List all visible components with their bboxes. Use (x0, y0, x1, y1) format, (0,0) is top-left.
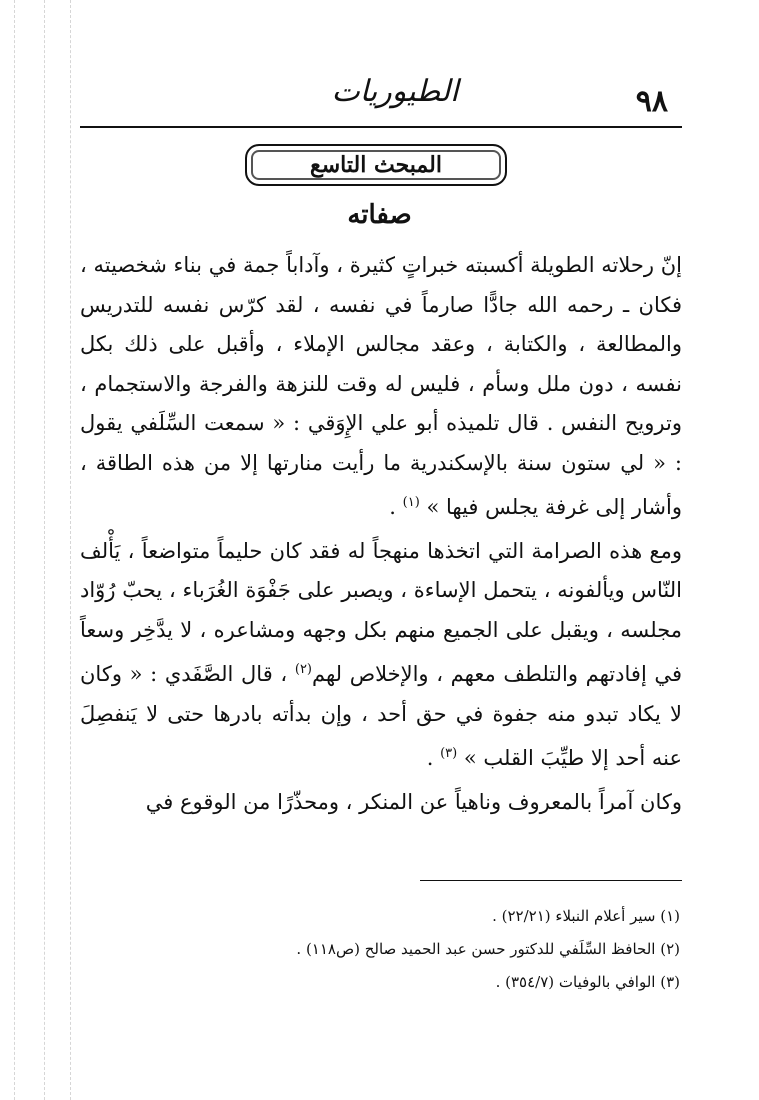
scan-guide-line (14, 0, 15, 1100)
paragraph-text: ، قال الصَّفَدي : « وكان لا يكاد تبدو منه جفوة في حق أحد ، وإن بدأته بادرها حتى لا يَنفصِلَ عنه أحد إلا طيِّبَ القلب » (80, 662, 682, 770)
paragraph-text: إنّ رحلاته الطويلة أكسبته خبراتٍ كثيرة ، وآداباً جمة في بناء شخصيته ، فكان ـ رحمه الله جادًّا صارماً في نفسه ، لقد كرّس نفسه للتدريس والمطالعة ، والكتابة ، وعقد مجالس الإملاء ، وأقبل على ذلك بكل نفسه ، دون ملل وسأم ، فليس له وقت للنزهة والفرجة والاستجمام ، وترويح النفس . قال تلميذه أبو علي الإِوَقي : « سمعت السِّلَفي يقول : « لي ستون سنة بالإسكندرية ما رأيت منارتها إلا من هذه الطاقة ، وأشار إلى غرفة يجلس فيها » (80, 253, 682, 519)
section-title: المبحث التاسع (310, 152, 442, 178)
footnote-ref: (٢) (294, 662, 312, 677)
paragraph (80, 783, 682, 823)
footnotes (80, 900, 680, 999)
section-subtitle: صفاته (347, 200, 412, 230)
footnote: (٢) الحافظ السِّلَفي للدكتور حسن عبد الحميد صالح (ص١١٨) . (296, 940, 680, 958)
scan-guide-line (70, 0, 71, 1100)
footnote: (٣) الوافي بالوفيات (٣٥٤/٧) . (495, 973, 680, 991)
paragraph: إنّ رحلاته الطويلة أكسبته خبراتٍ كثيرة ، وآداباً جمة في بناء شخصيته ، فكان ـ رحمه الله جادًّا صارماً في نفسه ، لقد كرّس نفسه للتدريس والمطالعة ، والكتابة ، وعقد مجالس الإملاء ، وأقبل على ذلك بكل نفسه ، دون ملل وسأم ، فليس له وقت للنزهة والفرجة والاستجمام ، وترويح النفس . قال تلميذه أبو علي الإِوَقي : « سمعت السِّلَفي يقول : « لي ستون سنة بالإسكندرية ما رأيت منارتها إلا من هذه الطاقة ، وأشار إلى غرفة يجلس فيها » $^{(١)}$ . (80, 253, 682, 519)
section-heading-box (245, 144, 507, 186)
scan-guide-line (44, 0, 45, 1100)
header-rule (80, 126, 682, 128)
footnote-rule (420, 880, 682, 881)
page-header (80, 70, 680, 130)
footnote-ref: (١) (402, 495, 420, 510)
paragraph-text: وكان آمراً بالمعروف وناهياً عن المنكر ، ومحذّرًا من الوقوع في (145, 789, 682, 814)
page-number: ٩٨ (635, 84, 668, 119)
book-title: الطيوريات (331, 74, 459, 109)
body-text (80, 246, 682, 822)
footnote-ref: (٣) (440, 746, 458, 761)
paragraph: ومع هذه الصرامة التي اتخذها منهجاً له فقد كان حليماً متواضعاً ، يَأْلف النّاس ويألفونه ، يتحمل الإساءة ، ويصبر على جَفْوَة الغُرَباء ، يحبّ رُوّاد مجلسه ، ويقبل على الجميع منهم بكل وجهه ومشاعره ، لا يدَّخِر وسعاً في إفادتهم والتلطف معهم ، والإخلاص لهم$^{(٢)}$ ، قال الصَّفَدي : « وكان لا يكاد تبدو منه جفوة في حق أحد ، وإن بدأته بادرها حتى لا يَنفصِلَ عنه أحد إلا طيِّبَ القلب » $^{(٣)}$ . (80, 538, 682, 770)
footnote: (١) سير أعلام النبلاء (٢٢/٢١) . (492, 907, 680, 925)
paragraph-text: ومع هذه الصرامة التي اتخذها منهجاً له فقد كان حليماً متواضعاً ، يَأْلف النّاس ويألفونه ، يتحمل الإساءة ، ويصبر على جَفْوَة الغُرَباء ، يحبّ رُوّاد مجلسه ، ويقبل على الجميع منهم بكل وجهه ومشاعره ، لا يدَّخِر وسعاً في إفادتهم والتلطف معهم ، والإخلاص لهم (80, 538, 682, 686)
